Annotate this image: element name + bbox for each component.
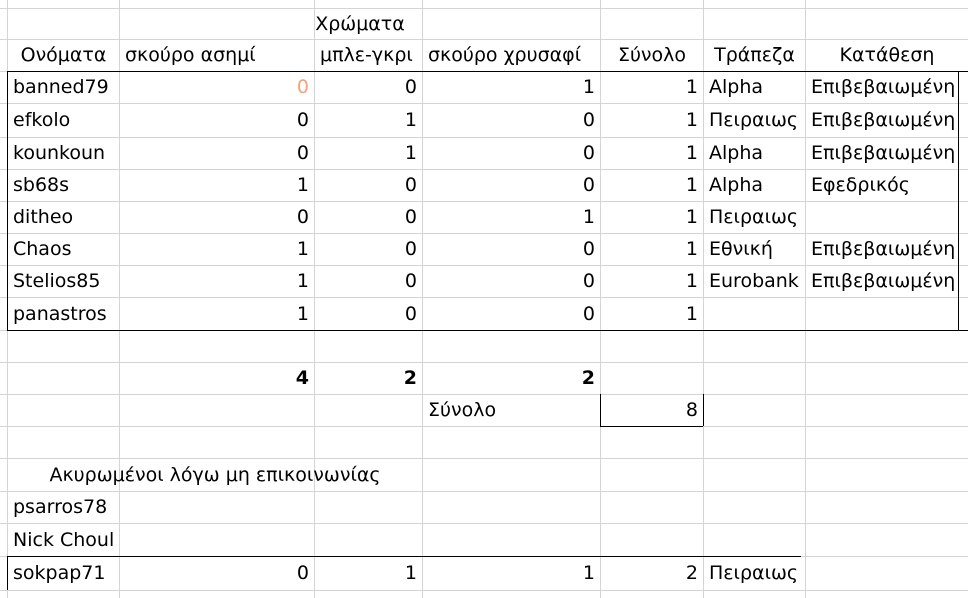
cell-dark-gold[interactable]: 0 (582, 303, 595, 325)
grand-total-label: Σύνολο (428, 399, 497, 421)
cell-total[interactable]: 1 (685, 109, 698, 131)
cell-total[interactable]: 1 (685, 270, 698, 292)
cell-total[interactable]: 1 (685, 174, 698, 196)
cell-blue-gray[interactable]: 0 (404, 174, 417, 196)
cell-dark-silver[interactable]: 1 (296, 270, 309, 292)
cell-blue-gray[interactable]: 1 (404, 109, 417, 131)
cell-dark-gold[interactable]: 1 (582, 562, 595, 584)
cell-bank[interactable] (704, 298, 805, 330)
cell-name[interactable]: efkolo (13, 109, 71, 131)
cell-name[interactable]: panastros (13, 303, 107, 325)
cell-blue-gray[interactable]: 0 (404, 76, 417, 98)
cancelled-title: Ακυρωμένοι λόγω μη επικοινωνίας (49, 464, 381, 486)
cancelled-name[interactable]: sokpap71 (13, 562, 106, 584)
cell-bank[interactable]: Alpha (709, 76, 764, 98)
header-dark-silver: σκούρο ασημί (125, 44, 256, 66)
cell-deposit[interactable]: Επιβεβαιωμένη (811, 238, 956, 260)
header-colors-group: Χρώματα (315, 13, 405, 35)
cell-deposit[interactable] (806, 202, 968, 233)
cell-bank[interactable]: Alpha (709, 174, 764, 196)
cell-bank[interactable]: Eurobank (709, 270, 799, 292)
cell-dark-gold[interactable]: 0 (582, 109, 595, 131)
cell-total[interactable]: 1 (685, 76, 698, 98)
cell-blue-gray[interactable]: 1 (404, 142, 417, 164)
cell-blue-gray[interactable]: 0 (404, 303, 417, 325)
total-blue-gray[interactable]: 2 (403, 367, 417, 389)
cell-dark-silver[interactable]: 0 (296, 109, 309, 131)
cell-bank[interactable]: Πειραιως (709, 206, 799, 228)
cell-name[interactable]: ditheo (13, 206, 74, 228)
cell-blue-gray[interactable]: 0 (404, 270, 417, 292)
cell-total[interactable]: 1 (685, 206, 698, 228)
gridline (0, 523, 968, 524)
cell-blue-gray[interactable]: 0 (404, 206, 417, 228)
cell-bank[interactable]: Πειραιως (709, 562, 799, 584)
cell-dark-gold[interactable]: 0 (582, 270, 595, 292)
cell-total[interactable]: 1 (685, 238, 698, 260)
cell-deposit[interactable]: Εφεδρικός (811, 174, 910, 196)
cell-blue-gray[interactable]: 0 (404, 238, 417, 260)
cell-deposit[interactable]: Επιβεβαιωμένη (811, 109, 956, 131)
cell-deposit[interactable]: Επιβεβαιωμένη (811, 270, 956, 292)
cell-total[interactable]: 1 (685, 303, 698, 325)
cell-bank[interactable]: Πειραιως (709, 109, 799, 131)
cell-dark-gold[interactable]: 0 (582, 142, 595, 164)
cell-blue-gray[interactable]: 1 (404, 562, 417, 584)
cell-dark-silver[interactable]: 0 (296, 76, 309, 98)
cell-dark-silver[interactable]: 1 (296, 303, 309, 325)
cancelled-name[interactable]: Nick Choul (13, 529, 115, 551)
cell-deposit[interactable] (806, 298, 968, 330)
cell-dark-gold[interactable]: 1 (582, 76, 595, 98)
cell-dark-gold[interactable]: 0 (582, 174, 595, 196)
cell-dark-gold[interactable]: 1 (582, 206, 595, 228)
cell-border (703, 394, 704, 426)
cell-dark-silver[interactable]: 1 (296, 238, 309, 260)
header-total: Σύνολο (617, 44, 687, 66)
header-bank: Τράπεζα (714, 44, 795, 66)
header-names: Ονόματα (20, 44, 107, 66)
cell-deposit[interactable]: Επιβεβαιωμένη (811, 76, 956, 98)
cell-total[interactable]: 2 (685, 562, 698, 584)
cell-dark-silver[interactable]: 1 (296, 174, 309, 196)
gridline (0, 491, 968, 492)
cell-dark-silver[interactable]: 0 (296, 206, 309, 228)
cell-name[interactable]: Chaos (13, 238, 72, 260)
total-dark-gold[interactable]: 2 (581, 367, 595, 389)
cancelled-name[interactable]: psarros78 (13, 496, 108, 518)
header-blue-gray: μπλε-γκρι (320, 44, 413, 66)
cell-border (7, 330, 968, 331)
cell-bank[interactable]: Εθνική (709, 238, 773, 260)
cell-name[interactable]: kounkoun (13, 142, 106, 164)
cell-dark-silver[interactable]: 0 (296, 562, 309, 584)
cell-name[interactable]: banned79 (13, 76, 109, 98)
cell-deposit[interactable]: Επιβεβαιωμένη (811, 142, 956, 164)
cell-dark-gold[interactable]: 0 (582, 238, 595, 260)
cell-total[interactable]: 1 (685, 142, 698, 164)
cell-name[interactable]: sb68s (13, 174, 70, 196)
header-deposit: Κατάθεση (839, 44, 935, 66)
total-dark-silver[interactable]: 4 (295, 367, 309, 389)
grand-total-value[interactable]: 8 (685, 399, 698, 421)
cell-name[interactable]: Stelios85 (13, 270, 101, 292)
cell-dark-silver[interactable]: 0 (296, 142, 309, 164)
header-dark-gold: σκούρο χρυσαφί (428, 44, 582, 66)
gridline (0, 426, 968, 427)
cell-bank[interactable]: Alpha (709, 142, 764, 164)
cell-border (600, 426, 703, 427)
gridline (0, 590, 968, 591)
